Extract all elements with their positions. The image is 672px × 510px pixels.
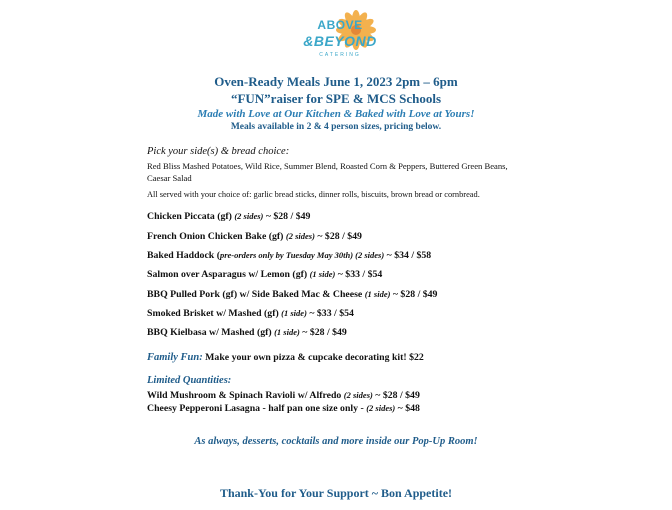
sides-heading: Pick your side(s) & bread choice: [147,146,290,157]
menu-item-price: ~ $28 / $49 [390,289,438,300]
family-fun-text: Make your own pizza & cupcake decorating kit! $22 [202,352,424,363]
limited-item-price: ~ $48 [395,403,420,414]
menu-item-note: (1 side) [281,308,307,318]
menu-item-note: (2 sides) [285,231,315,241]
menu-item [147,308,354,319]
menu-item-name: BBQ Pulled Pork (gf) w/ Side Baked Mac & Cheese [147,289,365,300]
menu-item-name: Smoked Brisket w/ Mashed (gf) [147,308,282,319]
menu-item-note: (2 sides) [234,211,264,221]
menu-item-name: Baked Haddock ( [147,250,220,261]
limited-item-note: (2 sides) [366,403,396,413]
closing-note: As always, desserts, cocktails and more inside our Pop-Up Room! [194,436,478,447]
menu-item-name: Chicken Piccata (gf) [147,211,235,222]
menu-item-note: (1 side) [309,269,336,279]
limited-heading: Limited Quantities: [147,375,232,386]
menu-item-note: (1 side) [274,327,300,337]
menu-item-note: (1 side) [364,289,391,299]
limited-item [147,403,420,414]
menu-item [147,289,437,300]
family-fun-label: Family Fun: [147,352,203,363]
menu-item-price: ~ $34 / $58 [384,250,432,261]
menu-item-price: ~ $28 / $49 [263,211,311,222]
limited-item-price: ~ $28 / $49 [372,390,420,401]
logo-line-above: ABOVE [317,18,363,32]
family-fun [147,347,424,365]
limited-item-name: Wild Mushroom & Spinach Ravioli w/ Alfredo [147,390,344,401]
menu-item [147,250,431,261]
event-title: Oven-Ready Meals June 1, 2023 2pm – 6pm [214,74,458,89]
bread-choices: All served with your choice of: garlic bread sticks, dinner rolls, biscuits, brown bread or cornbread. [147,190,480,199]
menu-item-price: ~ $28 / $49 [299,327,347,338]
thank-you: Thank-You for Your Support ~ Bon Appetite! [219,486,453,500]
menu-item-name: BBQ Kielbasa w/ Mashed (gf) [147,327,275,338]
fundraiser-title: “FUN”raiser for SPE & MCS Schools [230,91,442,106]
above-and-beyond-logo [300,8,380,66]
menu-item [147,231,362,242]
menu-item-name: Salmon over Asparagus w/ Lemon (gf) [147,269,310,280]
menu-item-note: pre-orders only by Tuesday May 30th) (2 sides) [219,250,385,260]
sides-list: Red Bliss Mashed Potatoes, Wild Rice, Summer Blend, Roasted Corn & Peppers, Buttered Green Beans, Caesar Salad [147,161,508,183]
logo-line-catering: CATERING [319,52,361,58]
menu-item [147,211,310,222]
menu-item-price: ~ $33 / $54 [306,308,354,319]
menu-item [147,269,382,280]
sizes-note: Meals available in 2 & 4 person sizes, pricing below. [230,122,442,132]
menu-item-name: French Onion Chicken Bake (gf) [147,231,286,242]
limited-item [147,390,420,401]
tagline: Made with Love at Our Kitchen & Baked with Love at Yours! [197,108,475,120]
menu-item-price: ~ $28 / $49 [314,231,362,242]
limited-item-note: (2 sides) [343,390,373,400]
menu-item [147,327,347,338]
menu-item-price: ~ $33 / $54 [335,269,383,280]
logo-line-beyond: &BEYOND [303,33,377,49]
limited-item-name: Cheesy Pepperoni Lasagna - half pan one size only - [147,403,367,414]
